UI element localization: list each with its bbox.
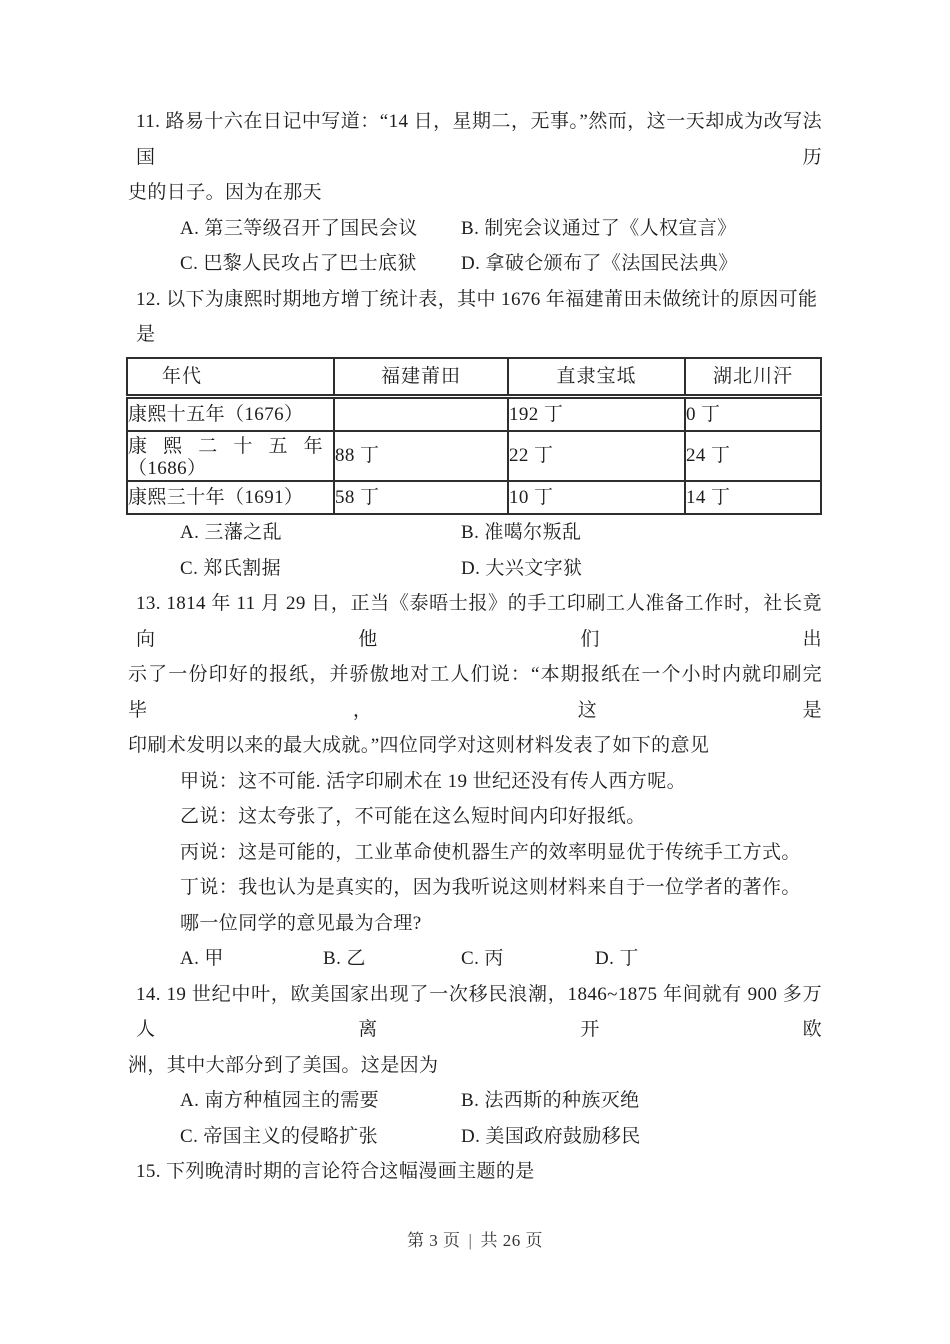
question-11-line-1: 11. 路易十六在日记中写道：“14 日，星期二，无事。”然而，这一天却成为改写法国历 (136, 111, 822, 168)
table-cell-era-1691: 康熙三十年（1691） (127, 481, 334, 514)
question-11-option-b: B. 制宪会议通过了《人权宣言》 (461, 217, 737, 239)
kangxi-population-table (126, 357, 822, 516)
table-header-fujian-putian: 福建莆田 (334, 358, 508, 397)
table-header-row (127, 358, 821, 397)
question-13-option-c: C. 丙 (461, 948, 504, 969)
question-12-options (128, 515, 822, 586)
question-13-speaker-ding: 丁说：我也认为是真实的，因为我听说这则材料来自于一位学者的著作。 (180, 877, 801, 898)
table-header-hubei-chuanhan: 湖北川汗 (685, 358, 821, 397)
table-cell-baodi-1676: 192 丁 (508, 397, 685, 432)
question-12-option-b: B. 准噶尔叛乱 (461, 522, 582, 543)
question-11 (128, 104, 822, 282)
question-11-line-2: 史的日子。因为在那天 (128, 182, 323, 203)
question-11-option-d: D. 拿破仑颁布了《法国民法典》 (461, 253, 738, 274)
table-cell-era-1686-line-2: （1686） (128, 457, 207, 479)
table-header-era: 年代 (127, 358, 334, 397)
question-11-options (128, 211, 822, 282)
question-13 (128, 586, 822, 977)
question-14-option-b: B. 法西斯的种族灭绝 (461, 1090, 640, 1111)
question-12-stem: 12. 以下为康熙时期地方增丁统计表，其中 1676 年福建莆田未做统计的原因可能是 (136, 288, 818, 345)
question-13-prompt: 哪一位同学的意见最为合理? (180, 912, 422, 934)
question-13-line-2: 示了一份印好的报纸，并骄傲地对工人们说：“本期报纸在一个小时内就印刷完毕，这是 (128, 664, 822, 721)
table-cell-baodi-1686: 22 丁 (508, 431, 685, 481)
question-13-speaker-jia: 甲说：这不可能. 活字印刷术在 19 世纪还没有传人西方呢。 (180, 770, 687, 792)
table-header-zhili-baodi: 直隶宝坻 (508, 358, 685, 397)
question-14-line-2: 洲，其中大部分到了美国。这是因为 (128, 1054, 439, 1076)
page-footer (0, 1226, 950, 1251)
footer-page-current: 第 3 页 (407, 1231, 461, 1250)
exam-page-content (128, 104, 822, 1190)
question-11-option-c: C. 巴黎人民攻占了巴士底狱 (180, 253, 417, 274)
table-cell-chuanhan-1686: 24 丁 (685, 431, 821, 481)
question-13-options (128, 941, 822, 977)
footer-page-total: 共 26 页 (480, 1231, 543, 1250)
question-12-option-a: A. 三藩之乱 (180, 522, 283, 543)
question-14-options (128, 1083, 822, 1154)
question-14 (128, 977, 822, 1155)
question-12-option-d: D. 大兴文字狱 (461, 557, 583, 579)
table-row-1691 (127, 481, 821, 514)
table-cell-era-1686-line-1: 康熙二十五年 (128, 435, 323, 457)
table-cell-putian-1686: 88 丁 (334, 431, 508, 481)
question-12-option-c: C. 郑氏割据 (180, 557, 281, 579)
question-13-option-d: D. 丁 (595, 948, 639, 969)
question-14-option-a: A. 南方种植园主的需要 (180, 1090, 380, 1111)
table-cell-era-1686 (127, 431, 334, 481)
footer-separator: | (468, 1231, 473, 1250)
question-14-option-c: C. 帝国主义的侵略扩张 (180, 1125, 378, 1147)
question-15 (128, 1154, 822, 1190)
question-13-speaker-bing: 丙说：这是可能的，工业革命使机器生产的效率明显优于传统手工方式。 (180, 841, 801, 863)
question-13-option-a: A. 甲 (180, 948, 224, 969)
question-13-speaker-yi: 乙说：这太夸张了，不可能在这么短时间内印好报纸。 (180, 806, 646, 827)
question-13-option-b: B. 乙 (323, 948, 366, 969)
table-cell-chuanhan-1691: 14 丁 (685, 481, 821, 514)
table-cell-baodi-1691: 10 丁 (508, 481, 685, 514)
question-11-option-a: A. 第三等级召开了国民会议 (180, 217, 418, 239)
table-cell-era-1676: 康熙十五年（1676） (127, 397, 334, 432)
question-14-option-d: D. 美国政府鼓励移民 (461, 1125, 641, 1147)
question-12 (128, 282, 822, 587)
table-cell-chuanhan-1676: 0 丁 (685, 397, 821, 432)
question-13-line-1: 13. 1814 年 11 月 29 日，正当《泰晤士报》的手工印刷工人准备工作时，社长竟向他们出 (136, 593, 822, 650)
question-15-stem: 15. 下列晚清时期的言论符合这幅漫画主题的是 (136, 1161, 535, 1182)
question-13-line-3: 印刷术发明以来的最大成就。”四位同学对这则材料发表了如下的意见 (128, 735, 710, 756)
table-cell-putian-1676 (334, 397, 508, 432)
question-14-line-1: 14. 19 世纪中叶，欧美国家出现了一次移民浪潮，1846~1875 年间就有 900 多万人离开欧 (136, 983, 822, 1040)
table-cell-putian-1691: 58 丁 (334, 481, 508, 514)
table-row-1676 (127, 397, 821, 432)
table-row-1686 (127, 431, 821, 481)
